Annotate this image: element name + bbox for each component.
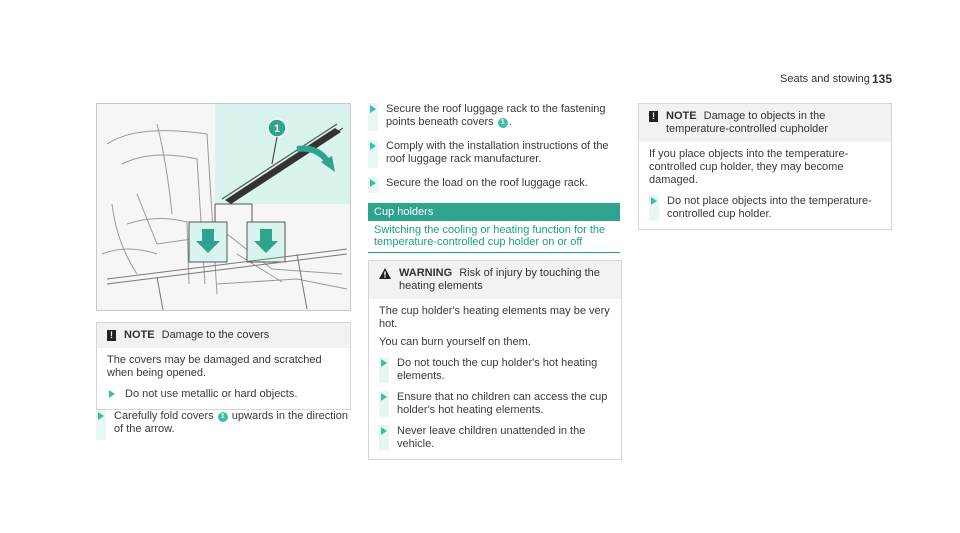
note-box-covers	[96, 322, 351, 410]
page-number: 135	[872, 72, 893, 86]
section-subtitle: Switching the cooling or heating function for the temperature-controlled cup holder on or off	[368, 221, 620, 253]
step-comply-instructions	[368, 140, 620, 168]
car-roof-drawing	[97, 104, 350, 310]
note-title: Damage to objects in the temperature-controlled cupholder	[666, 110, 829, 135]
exclamation-icon: !	[649, 111, 658, 122]
note-step-text: Do not use metallic or hard objects.	[125, 388, 298, 400]
note-title: Damage to the covers	[161, 329, 270, 341]
section-title: Cup holders	[368, 203, 620, 221]
note-text: The covers may be damaged and scratched when being opened.	[107, 354, 322, 379]
step-arrow-icon	[379, 425, 389, 451]
step-text-cont: upwards in the direction of the arrow.	[114, 410, 348, 435]
step-secure-load	[368, 177, 620, 193]
step-text: Comply with the installation instructions of the roof luggage rack manufacturer.	[386, 140, 609, 165]
step-secure-rack	[368, 103, 620, 131]
warning-step	[379, 425, 611, 451]
step-text: Secure the roof luggage rack to the fastening points beneath covers	[386, 103, 606, 128]
section-cup-holders	[368, 203, 620, 253]
callout-badge: 1	[218, 412, 228, 422]
step-fold-covers	[96, 410, 349, 440]
warning-text: The cup holder's heating elements may be very hot.	[379, 305, 610, 330]
step-text-cont: .	[508, 116, 512, 128]
section-name: Seats and stowing	[780, 73, 870, 85]
step-arrow-icon	[379, 391, 389, 417]
step-arrow-icon	[107, 388, 117, 400]
note-text: If you place objects into the temperature-controlled cup holder, they may become damaged.	[649, 148, 849, 186]
page-header	[0, 73, 960, 95]
warning-header	[369, 261, 621, 299]
note-header	[639, 104, 891, 142]
roof-rack-illustration	[96, 103, 351, 311]
note-body	[97, 348, 350, 409]
column-2-steps	[368, 103, 620, 193]
note-step-text: Do not place objects into the temperature-controlled cup holder.	[667, 195, 872, 220]
step-arrow-icon	[368, 140, 378, 168]
figure-callout: 1	[273, 123, 281, 135]
note-step	[649, 195, 881, 221]
warning-body	[369, 299, 621, 459]
step-arrow-icon	[649, 195, 659, 221]
note-box-cupholder	[638, 103, 892, 230]
warning-text-2: You can burn yourself on them.	[379, 336, 531, 348]
step-text: Secure the load on the roof luggage rack.	[386, 177, 588, 189]
step-arrow-icon	[368, 103, 378, 131]
warning-step-text: Never leave children unattended in the vehicle.	[397, 425, 586, 450]
warning-icon	[379, 268, 391, 279]
step-arrow-icon	[96, 410, 106, 440]
exclamation-icon: !	[107, 330, 116, 341]
note-header	[97, 323, 350, 348]
warning-step-text: Do not touch the cup holder's hot heating elements.	[397, 357, 598, 382]
warning-step	[379, 357, 611, 383]
warning-step	[379, 391, 611, 417]
note-keyword: NOTE	[666, 110, 697, 122]
step-arrow-icon	[368, 177, 378, 193]
callout-badge: 1	[498, 118, 508, 128]
step-text: Carefully fold covers	[114, 410, 214, 422]
warning-keyword: WARNING	[399, 267, 453, 279]
note-body	[639, 142, 891, 229]
note-step	[107, 388, 340, 401]
warning-title: Risk of injury by touching the heating elements	[399, 267, 600, 292]
warning-box	[368, 260, 622, 460]
warning-step-text: Ensure that no children can access the cup holder's hot heating elements.	[397, 391, 608, 416]
note-keyword: NOTE	[124, 329, 155, 341]
step-arrow-icon	[379, 357, 389, 383]
